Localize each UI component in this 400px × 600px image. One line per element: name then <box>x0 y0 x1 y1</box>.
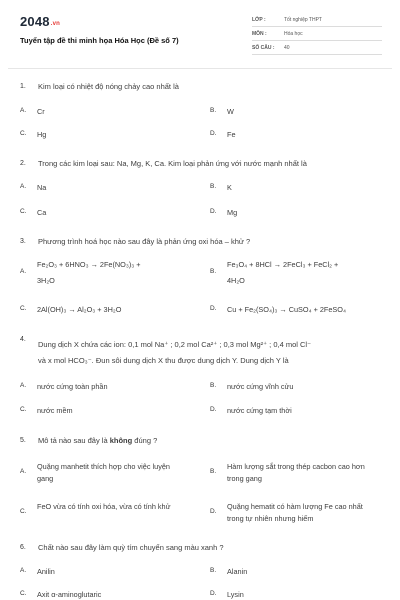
meta-subject-label: MÔN : <box>252 31 267 37</box>
option-text-line1: Fe₃O₄ + 8HCl → 2FeCl₃ + FeCl₂ + <box>227 260 339 269</box>
meta-question-count <box>252 42 382 55</box>
option-letter: A. <box>20 468 27 475</box>
logo-text: 2048 <box>20 14 50 29</box>
question-number: 4. <box>20 336 26 343</box>
question-2 <box>20 157 382 217</box>
question-text: Kim loại có nhiệt độ nóng chảy cao nhất là <box>38 82 179 91</box>
option-text: Fe <box>227 130 236 139</box>
meta-count-value: 40 <box>284 45 290 51</box>
option-text: Hg <box>37 130 47 139</box>
meta-subject-value: Hóa học <box>284 31 303 37</box>
logo-suffix: .vn <box>50 21 61 27</box>
option-letter: D. <box>210 208 217 215</box>
option-text: Cu + Fe₂(SO₄)₃ → CuSO₄ + 2FeSO₄ <box>227 305 346 314</box>
option-letter: C. <box>20 305 27 312</box>
option-letter: C. <box>20 130 27 137</box>
option-text: K <box>227 183 232 192</box>
option-letter: A. <box>20 567 27 574</box>
question-text-emphasis: không <box>109 436 133 445</box>
option-letter: B. <box>210 468 217 475</box>
question-stem <box>20 235 382 249</box>
option-letter: C. <box>20 508 27 515</box>
question-1 <box>20 80 382 139</box>
option-text: Quặng manhetit thích hợp cho việc luyện gang <box>37 462 170 483</box>
option-text-line2: 4H₂O <box>227 276 245 285</box>
option-a[interactable] <box>20 259 200 289</box>
question-text: Chất nào sau đây làm quỳ tím chuyển sang màu xanh ? <box>38 543 224 552</box>
option-letter: B. <box>210 382 217 389</box>
question-stem <box>20 541 382 555</box>
question-text-line1: Dung dịch X chứa các ion: 0,1 mol Na⁺ ; 0,2 mol Ca²⁺ ; 0,3 mol Mg²⁺ ; 0,4 mol Cl⁻ <box>38 340 312 349</box>
option-text: Alanin <box>227 567 248 576</box>
option-text: Mg <box>227 208 238 217</box>
option-letter: B. <box>210 567 217 574</box>
question-3 <box>20 235 382 314</box>
option-letter: B. <box>210 268 217 275</box>
question-stem <box>20 157 382 171</box>
meta-subject <box>252 28 382 41</box>
question-stem <box>20 80 382 94</box>
option-letter: D. <box>210 508 217 515</box>
option-letter: D. <box>210 590 217 597</box>
question-text: Trong các kim loại sau: Na, Mg, K, Ca. Kim loại phản ứng với nước mạnh nhất là <box>38 159 307 168</box>
option-letter: A. <box>20 268 27 275</box>
option-text: nước cứng tạm thời <box>227 406 292 415</box>
meta-class-value: Tốt nghiệp THPT <box>284 17 322 23</box>
question-number: 1. <box>20 83 26 90</box>
option-letter: B. <box>210 107 217 114</box>
option-text: Na <box>37 183 47 192</box>
option-letter: A. <box>20 183 27 190</box>
option-text-line1: Fe₂O₃ + 6HNO₃ → 2Fe(NO₃)₃ + <box>37 260 141 269</box>
question-text-post: đúng ? <box>132 436 158 445</box>
document-title: Tuyển tập đề thi minh họa Hóa Học (Đề số 7) <box>20 36 179 45</box>
question-text-line2: và x mol HCO₃⁻. Đun sôi dung dịch X thu được dung dịch Y. Dung dịch Y là <box>38 356 289 365</box>
option-text: Lysin <box>227 590 244 599</box>
option-d[interactable] <box>210 500 382 528</box>
question-number: 2. <box>20 160 26 167</box>
site-logo[interactable] <box>20 14 60 29</box>
option-b[interactable] <box>210 460 382 488</box>
option-text: nước cứng vĩnh cửu <box>227 382 294 391</box>
option-text: Axit α-aminoglutaric <box>37 590 102 599</box>
option-a[interactable] <box>20 460 200 488</box>
option-text-line2: 3H₂O <box>37 276 55 285</box>
option-c[interactable] <box>20 500 200 528</box>
question-number: 3. <box>20 238 26 245</box>
option-letter: A. <box>20 107 27 114</box>
option-letter: B. <box>210 183 217 190</box>
option-b[interactable] <box>210 259 382 289</box>
option-letter: D. <box>210 130 217 137</box>
meta-count-label: SỐ CÂU : <box>252 45 275 51</box>
option-text: Cr <box>37 107 45 116</box>
option-letter: C. <box>20 590 27 597</box>
question-5 <box>20 434 382 523</box>
option-letter: A. <box>20 382 27 389</box>
option-letter: C. <box>20 406 27 413</box>
option-letter: D. <box>210 305 217 312</box>
question-text: Phương trình hoá học nào sau đây là phản ứng oxi hóa – khử ? <box>38 237 251 246</box>
option-text: Quặng hematit có hàm lượng Fe cao nhất trong tự nhiên nhưng hiếm <box>227 502 363 523</box>
header-divider <box>8 68 392 69</box>
option-letter: C. <box>20 208 27 215</box>
question-number: 6. <box>20 544 26 551</box>
question-text-pre: Mô tả nào sau đây là <box>38 436 110 445</box>
option-text: Ca <box>37 208 47 217</box>
option-text: Hàm lượng sắt trong thép cacbon cao hơn trong gang <box>227 462 365 483</box>
page-header <box>0 0 400 64</box>
option-text: nước cứng toàn phần <box>37 382 108 391</box>
meta-class <box>252 14 382 27</box>
question-stem <box>20 434 382 448</box>
option-text: W <box>227 107 234 116</box>
option-text: FeO vừa có tính oxi hóa, vừa có tính khử <box>37 502 171 511</box>
option-letter: D. <box>210 406 217 413</box>
option-text: nước mềm <box>37 406 73 415</box>
meta-class-label: LỚP : <box>252 17 266 23</box>
question-number: 5. <box>20 437 26 444</box>
question-6 <box>20 541 382 599</box>
option-text: Anilin <box>37 567 55 576</box>
option-text: 2Al(OH)₃ → Al₂O₃ + 3H₂O <box>37 305 122 314</box>
